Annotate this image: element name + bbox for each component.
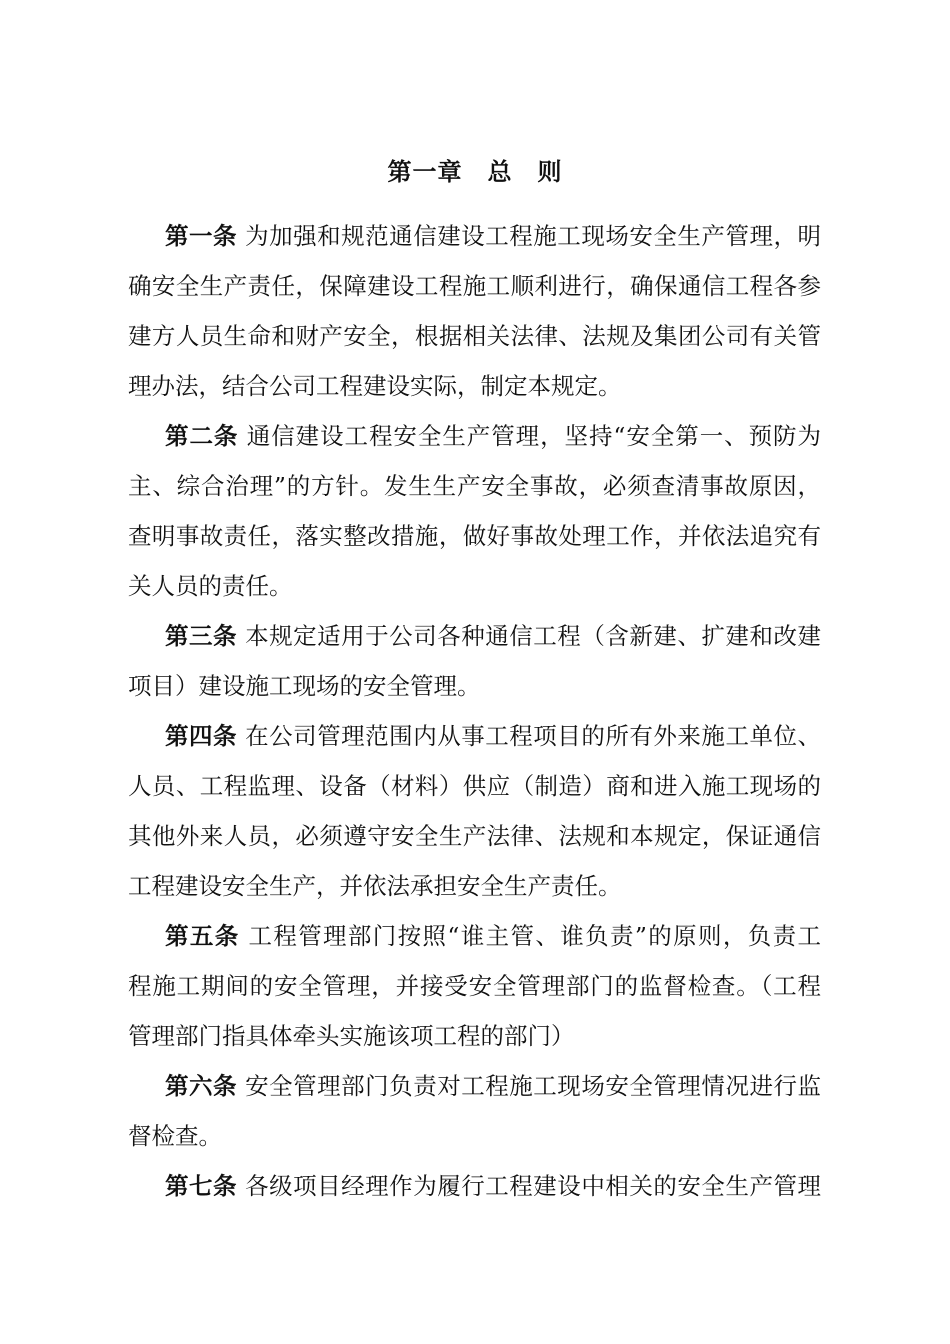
article-6-line-1 bbox=[165, 1066, 821, 1106]
article-5-line-2: 程施工期间的安全管理，并接受安全管理部门的监督检查。（工程 bbox=[128, 972, 821, 1000]
article-5-text-1: 工程管理部门按照“谁主管、谁负责”的原则，负责工 bbox=[248, 922, 821, 950]
article-3-line-2: 项目）建设施工现场的安全管理。 bbox=[128, 672, 481, 700]
article-1-text-1: 为加强和规范通信建设工程施工现场安全生产管理，明 bbox=[245, 222, 822, 250]
chapter-title: 第一章 总 则 bbox=[387, 157, 563, 186]
article-3-text-1: 本规定适用于公司各种通信工程（含新建、扩建和改建 bbox=[245, 622, 822, 650]
article-4-line-1 bbox=[165, 716, 821, 756]
article-2-line-1 bbox=[165, 416, 821, 456]
article-1-number: 第一条 bbox=[165, 222, 238, 250]
article-4-line-4: 工程建设安全生产，并依法承担安全生产责任。 bbox=[128, 872, 622, 900]
article-4-line-2: 人员、工程监理、设备（材料）供应（制造）商和进入施工现场的 bbox=[128, 772, 821, 800]
article-4-number: 第四条 bbox=[165, 722, 238, 750]
article-7-text-1: 各级项目经理作为履行工程建设中相关的安全生产管理 bbox=[245, 1172, 822, 1200]
article-4-text-1: 在公司管理范围内从事工程项目的所有外来施工单位、 bbox=[245, 722, 822, 750]
article-7-number: 第七条 bbox=[165, 1172, 238, 1200]
article-6-line-2: 督检查。 bbox=[128, 1122, 222, 1150]
article-3-line-1 bbox=[165, 616, 821, 656]
article-1-line-2: 确安全生产责任，保障建设工程施工顺利进行，确保通信工程各参 bbox=[128, 272, 821, 300]
article-3-number: 第三条 bbox=[165, 622, 238, 650]
article-5-line-3: 管理部门指具体牵头实施该项工程的部门） bbox=[128, 1022, 575, 1050]
article-2-line-3: 查明事故责任，落实整改措施，做好事故处理工作，并依法追究有 bbox=[128, 522, 821, 550]
article-5-number: 第五条 bbox=[165, 922, 240, 950]
article-5-line-1 bbox=[165, 916, 821, 956]
article-1-line-4: 理办法，结合公司工程建设实际，制定本规定。 bbox=[128, 372, 622, 400]
article-4-line-3: 其他外来人员，必须遵守安全生产法律、法规和本规定，保证通信 bbox=[128, 822, 821, 850]
article-6-text-1: 安全管理部门负责对工程施工现场安全管理情况进行监 bbox=[245, 1072, 822, 1100]
article-1-line-1 bbox=[165, 216, 821, 256]
article-1-line-3: 建方人员生命和财产安全，根据相关法律、法规及集团公司有关管 bbox=[128, 322, 821, 350]
article-7-line-1 bbox=[165, 1166, 821, 1206]
article-2-number: 第二条 bbox=[165, 422, 239, 450]
article-6-number: 第六条 bbox=[165, 1072, 238, 1100]
article-2-text-1: 通信建设工程安全生产管理，坚持“安全第一、预防为 bbox=[246, 422, 822, 450]
article-2-line-2: 主、综合治理”的方针。发生生产安全事故，必须查清事故原因， bbox=[128, 472, 821, 500]
article-2-line-4: 关人员的责任。 bbox=[128, 572, 293, 600]
